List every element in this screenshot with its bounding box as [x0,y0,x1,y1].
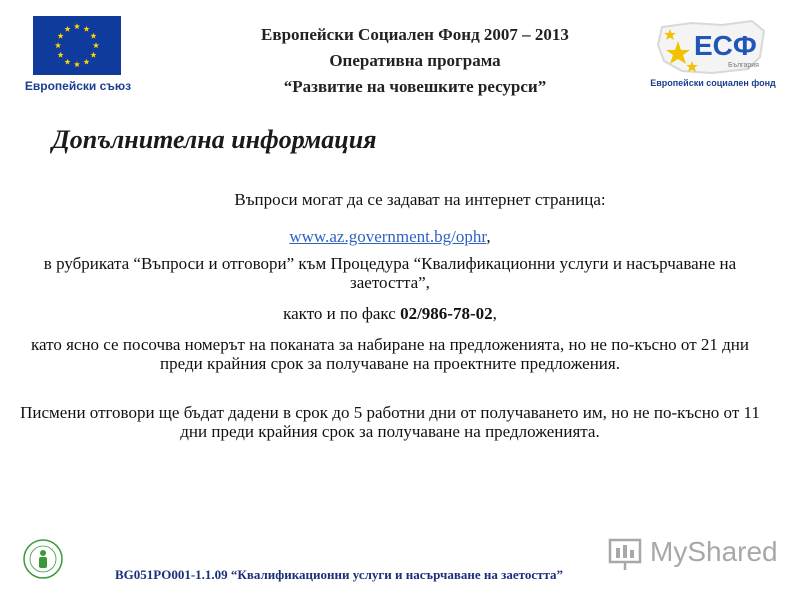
link-paragraph [20,227,760,246]
watermark-text: MyShared [650,536,778,567]
questions-intro: Въпроси могат да се задават на интернет страница: [234,190,606,209]
request-paragraph: като ясно се посочва номерът на поканата за набиране на предложенията, но не по-късно от 21 дни преди крайния срок за получаване на проектните предложения. [31,335,749,373]
fax-number: 02/986-78-02 [400,304,493,323]
header-fund-line: Европейски Социален Фонд 2007 – 2013 [261,25,569,44]
header-programme-name: “Развитие на човешките ресурси” [283,77,547,96]
website-link[interactable]: www.az.government.bg/ophr [289,227,487,246]
body-content [20,190,760,441]
footer-procedure-text: BG051PO001-1.1.09 “Квалификационни услуги и насърчаване на заетостта” [115,567,564,582]
eu-caption: Европейски съюз [24,79,132,93]
link-suffix: , [486,227,491,246]
esf-logo-subtext: България [728,62,759,69]
header-programme-line: Оперативна програма [329,51,501,70]
fax-paragraph [20,304,760,323]
page-title: Допълнителна информация [52,125,377,154]
esf-caption: Европейски социален фонд [650,78,776,88]
written-answers-paragraph: Писмени отговори ще бъдат дадени в срок до 5 работни дни от получаването им, но не по-късно от 11 дни преди крайния срок за получаване на предложенията. [20,403,760,441]
eu-flag-logo [33,16,121,75]
esf-logo-text: ЕСФ [694,30,757,61]
employment-seal-icon [22,538,64,580]
fax-suffix: , [492,304,497,323]
rubric-paragraph: в рубриката “Въпроси и отговори” към Процедура “Квалификационни услуги и насърчаване на заетостта”, [43,254,737,292]
header-title-block [160,22,670,100]
fax-prefix: както и по факс [283,304,401,323]
